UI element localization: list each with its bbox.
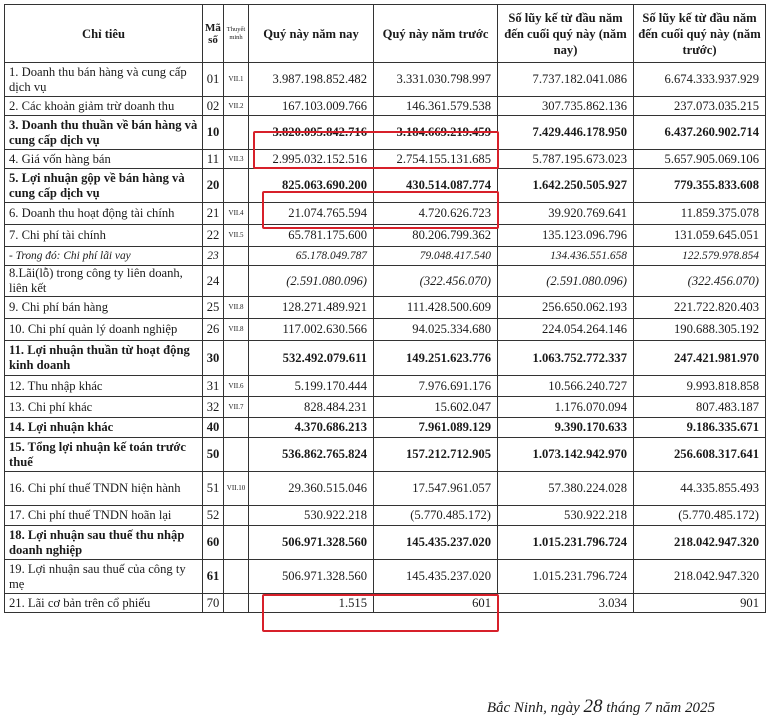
value-quarter-previous: 3.184.669.219.459 [374, 116, 498, 150]
value-quarter-previous: (322.456.070) [374, 266, 498, 297]
row-label: 3. Doanh thu thuần về bán hàng và cung cấp dịch vụ [5, 116, 203, 150]
row-note: VII.5 [224, 225, 249, 247]
value-quarter-current: 29.360.515.046 [249, 472, 374, 506]
row-note: VII.8 [224, 319, 249, 341]
footer-month: 7 [644, 700, 652, 716]
highlight-box-gross-profit [262, 191, 499, 229]
value-quarter-current: 65.178.049.787 [249, 247, 374, 266]
header-quy-nay-nam-nay: Quý này năm nay [249, 5, 374, 63]
row-note [224, 116, 249, 150]
row-note: VII.3 [224, 150, 249, 169]
row-label: 6. Doanh thu hoạt động tài chính [5, 203, 203, 225]
row-code: 25 [203, 297, 224, 319]
table-row [5, 418, 766, 438]
row-label: 18. Lợi nhuận sau thuế thu nhập doanh nghiệp [5, 526, 203, 560]
row-label: 10. Chi phí quản lý doanh nghiệp [5, 319, 203, 341]
row-code: 21 [203, 203, 224, 225]
value-ytd-current: 224.054.264.146 [498, 319, 634, 341]
row-note [224, 418, 249, 438]
table-row [5, 63, 766, 97]
value-ytd-current: 1.015.231.796.724 [498, 526, 634, 560]
value-ytd-previous: 221.722.820.403 [634, 297, 766, 319]
highlight-box-profit-after-tax [262, 594, 499, 632]
value-quarter-previous: 145.435.237.020 [374, 526, 498, 560]
value-quarter-current: 5.199.170.444 [249, 376, 374, 397]
value-ytd-current: 5.787.195.673.023 [498, 150, 634, 169]
row-label: 15. Tổng lợi nhuận kế toán trước thuế [5, 438, 203, 472]
value-quarter-previous: 430.514.087.774 [374, 169, 498, 203]
value-quarter-current: 828.484.231 [249, 397, 374, 418]
value-ytd-current: 9.390.170.633 [498, 418, 634, 438]
value-quarter-previous: 15.602.047 [374, 397, 498, 418]
row-code: 26 [203, 319, 224, 341]
value-ytd-previous: 9.186.335.671 [634, 418, 766, 438]
row-label: 19. Lợi nhuận sau thuế của công ty mẹ [5, 560, 203, 594]
row-note [224, 341, 249, 376]
footer-year-label: năm [655, 700, 682, 716]
value-quarter-previous: 3.331.030.798.997 [374, 63, 498, 97]
row-label: 12. Thu nhập khác [5, 376, 203, 397]
row-code: 40 [203, 418, 224, 438]
value-ytd-previous: 9.993.818.858 [634, 376, 766, 397]
footer-year: 2025 [685, 700, 715, 716]
value-quarter-previous: 7.961.089.129 [374, 418, 498, 438]
row-note: VII.1 [224, 63, 249, 97]
row-label: 5. Lợi nhuận gộp về bán hàng và cung cấp dịch vụ [5, 169, 203, 203]
value-quarter-previous: 80.206.799.362 [374, 225, 498, 247]
value-ytd-previous: 122.579.978.854 [634, 247, 766, 266]
value-ytd-current: 134.436.551.658 [498, 247, 634, 266]
row-code: 51 [203, 472, 224, 506]
value-ytd-current: 135.123.096.796 [498, 225, 634, 247]
row-note: VII.10 [224, 472, 249, 506]
value-quarter-current: 1.515 [249, 594, 374, 613]
value-ytd-previous: 5.657.905.069.106 [634, 150, 766, 169]
table-row [5, 247, 766, 266]
value-quarter-previous: 4.720.626.723 [374, 203, 498, 225]
row-note [224, 560, 249, 594]
header-luy-ke-nam-truoc: Số lũy kế từ đầu năm đến cuối quý này (năm trước) [634, 5, 766, 63]
row-code: 20 [203, 169, 224, 203]
value-quarter-current: 530.922.218 [249, 506, 374, 526]
value-quarter-current: 506.971.328.560 [249, 560, 374, 594]
value-ytd-current: 10.566.240.727 [498, 376, 634, 397]
value-ytd-current: 1.176.070.094 [498, 397, 634, 418]
row-note [224, 506, 249, 526]
row-code: 52 [203, 506, 224, 526]
value-ytd-current: 1.642.250.505.927 [498, 169, 634, 203]
row-note [224, 266, 249, 297]
header-ma-so: Mã số [203, 5, 224, 63]
table-row [5, 472, 766, 506]
value-ytd-current: 3.034 [498, 594, 634, 613]
row-label: 1. Doanh thu bán hàng và cung cấp dịch vụ [5, 63, 203, 97]
value-quarter-current: 825.063.690.200 [249, 169, 374, 203]
value-ytd-current: 1.063.752.772.337 [498, 341, 634, 376]
row-note [224, 169, 249, 203]
row-note: VII.8 [224, 297, 249, 319]
row-code: 11 [203, 150, 224, 169]
row-note: VII.7 [224, 397, 249, 418]
footer-place: Bắc Ninh, ngày [486, 700, 580, 716]
value-ytd-previous: 237.073.035.215 [634, 97, 766, 116]
row-label: 2. Các khoản giảm trừ doanh thu [5, 97, 203, 116]
header-thuyet-minh: Thuyết minh [224, 5, 249, 63]
value-quarter-previous: (5.770.485.172) [374, 506, 498, 526]
value-ytd-current: 1.015.231.796.724 [498, 560, 634, 594]
value-quarter-current: 21.074.765.594 [249, 203, 374, 225]
value-ytd-current: 7.429.446.178.950 [498, 116, 634, 150]
row-note [224, 438, 249, 472]
table-row [5, 266, 766, 297]
value-quarter-previous: 146.361.579.538 [374, 97, 498, 116]
value-ytd-previous: 218.042.947.320 [634, 560, 766, 594]
row-label: 7. Chi phí tài chính [5, 225, 203, 247]
row-label: 11. Lợi nhuận thuần từ hoạt động kinh doanh [5, 341, 203, 376]
value-quarter-previous: 17.547.961.057 [374, 472, 498, 506]
value-ytd-previous: (322.456.070) [634, 266, 766, 297]
table-row [5, 397, 766, 418]
row-code: 61 [203, 560, 224, 594]
row-label: 14. Lợi nhuận khác [5, 418, 203, 438]
row-label: 16. Chi phí thuế TNDN hiện hành [5, 472, 203, 506]
row-note: VII.2 [224, 97, 249, 116]
value-ytd-previous: 901 [634, 594, 766, 613]
income-statement [4, 4, 766, 613]
row-note [224, 247, 249, 266]
row-code: 10 [203, 116, 224, 150]
row-label: 9. Chi phí bán hàng [5, 297, 203, 319]
table-row [5, 376, 766, 397]
value-quarter-current: 65.781.175.600 [249, 225, 374, 247]
row-label: 13. Chi phí khác [5, 397, 203, 418]
value-ytd-previous: 807.483.187 [634, 397, 766, 418]
row-code: 31 [203, 376, 224, 397]
table-row [5, 506, 766, 526]
value-quarter-current: 128.271.489.921 [249, 297, 374, 319]
row-code: 50 [203, 438, 224, 472]
table-row [5, 438, 766, 472]
value-quarter-previous: 94.025.334.680 [374, 319, 498, 341]
value-quarter-current: 532.492.079.611 [249, 341, 374, 376]
value-quarter-current: 4.370.686.213 [249, 418, 374, 438]
table-row [5, 297, 766, 319]
value-ytd-current: 530.922.218 [498, 506, 634, 526]
value-quarter-current: 3.987.198.852.482 [249, 63, 374, 97]
header-chi-tieu: Chỉ tiêu [5, 5, 203, 63]
value-ytd-previous: 6.674.333.937.929 [634, 63, 766, 97]
value-quarter-previous: 7.976.691.176 [374, 376, 498, 397]
row-label: 8.Lãi(lỗ) trong công ty liên doanh, liên kết [5, 266, 203, 297]
value-quarter-current: 536.862.765.824 [249, 438, 374, 472]
value-quarter-previous: 149.251.623.776 [374, 341, 498, 376]
row-code: 01 [203, 63, 224, 97]
value-ytd-previous: 190.688.305.192 [634, 319, 766, 341]
value-quarter-current: 167.103.009.766 [249, 97, 374, 116]
value-quarter-previous: 157.212.712.905 [374, 438, 498, 472]
row-code: 60 [203, 526, 224, 560]
value-ytd-previous: 256.608.317.641 [634, 438, 766, 472]
row-code: 22 [203, 225, 224, 247]
table-row [5, 341, 766, 376]
value-quarter-previous: 79.048.417.540 [374, 247, 498, 266]
row-code: 70 [203, 594, 224, 613]
footer-month-label: tháng [606, 700, 641, 716]
value-ytd-previous: (5.770.485.172) [634, 506, 766, 526]
row-note [224, 594, 249, 613]
row-label: 4. Giá vốn hàng bán [5, 150, 203, 169]
row-note [224, 526, 249, 560]
value-quarter-current: (2.591.080.096) [249, 266, 374, 297]
value-ytd-previous: 6.437.260.902.714 [634, 116, 766, 150]
signature-date-line [0, 696, 715, 718]
row-note: VII.6 [224, 376, 249, 397]
value-ytd-previous: 779.355.833.608 [634, 169, 766, 203]
row-label: 17. Chi phí thuế TNDN hoãn lại [5, 506, 203, 526]
row-code: 30 [203, 341, 224, 376]
row-code: 02 [203, 97, 224, 116]
value-ytd-current: 7.737.182.041.086 [498, 63, 634, 97]
row-code: 32 [203, 397, 224, 418]
table-row [5, 97, 766, 116]
table-row [5, 560, 766, 594]
value-ytd-previous: 247.421.981.970 [634, 341, 766, 376]
row-code: 24 [203, 266, 224, 297]
income-statement-table [4, 4, 766, 613]
value-quarter-current: 117.002.630.566 [249, 319, 374, 341]
value-ytd-previous: 218.042.947.320 [634, 526, 766, 560]
value-ytd-current: 57.380.224.028 [498, 472, 634, 506]
value-quarter-previous: 111.428.500.609 [374, 297, 498, 319]
value-quarter-previous: 601 [374, 594, 498, 613]
table-row [5, 319, 766, 341]
footer-day: 28 [583, 696, 603, 717]
value-ytd-current: (2.591.080.096) [498, 266, 634, 297]
row-label: - Trong đó: Chi phí lãi vay [5, 247, 203, 266]
row-label: 21. Lãi cơ bản trên cổ phiếu [5, 594, 203, 613]
table-row [5, 526, 766, 560]
value-ytd-current: 39.920.769.641 [498, 203, 634, 225]
value-quarter-current: 2.995.032.152.516 [249, 150, 374, 169]
value-quarter-previous: 145.435.237.020 [374, 560, 498, 594]
value-ytd-current: 1.073.142.942.970 [498, 438, 634, 472]
header-luy-ke-nam-nay: Số lũy kế từ đầu năm đến cuối quý này (năm nay) [498, 5, 634, 63]
value-ytd-current: 256.650.062.193 [498, 297, 634, 319]
value-ytd-current: 307.735.862.136 [498, 97, 634, 116]
value-quarter-current: 3.820.095.842.716 [249, 116, 374, 150]
value-quarter-previous: 2.754.155.131.685 [374, 150, 498, 169]
row-note: VII.4 [224, 203, 249, 225]
header-quy-nay-nam-truoc: Quý này năm trước [374, 5, 498, 63]
value-ytd-previous: 11.859.375.078 [634, 203, 766, 225]
header-row [5, 5, 766, 63]
value-ytd-previous: 44.335.855.493 [634, 472, 766, 506]
value-ytd-previous: 131.059.645.051 [634, 225, 766, 247]
row-code: 23 [203, 247, 224, 266]
highlight-box-net-revenue [253, 131, 499, 169]
value-quarter-current: 506.971.328.560 [249, 526, 374, 560]
